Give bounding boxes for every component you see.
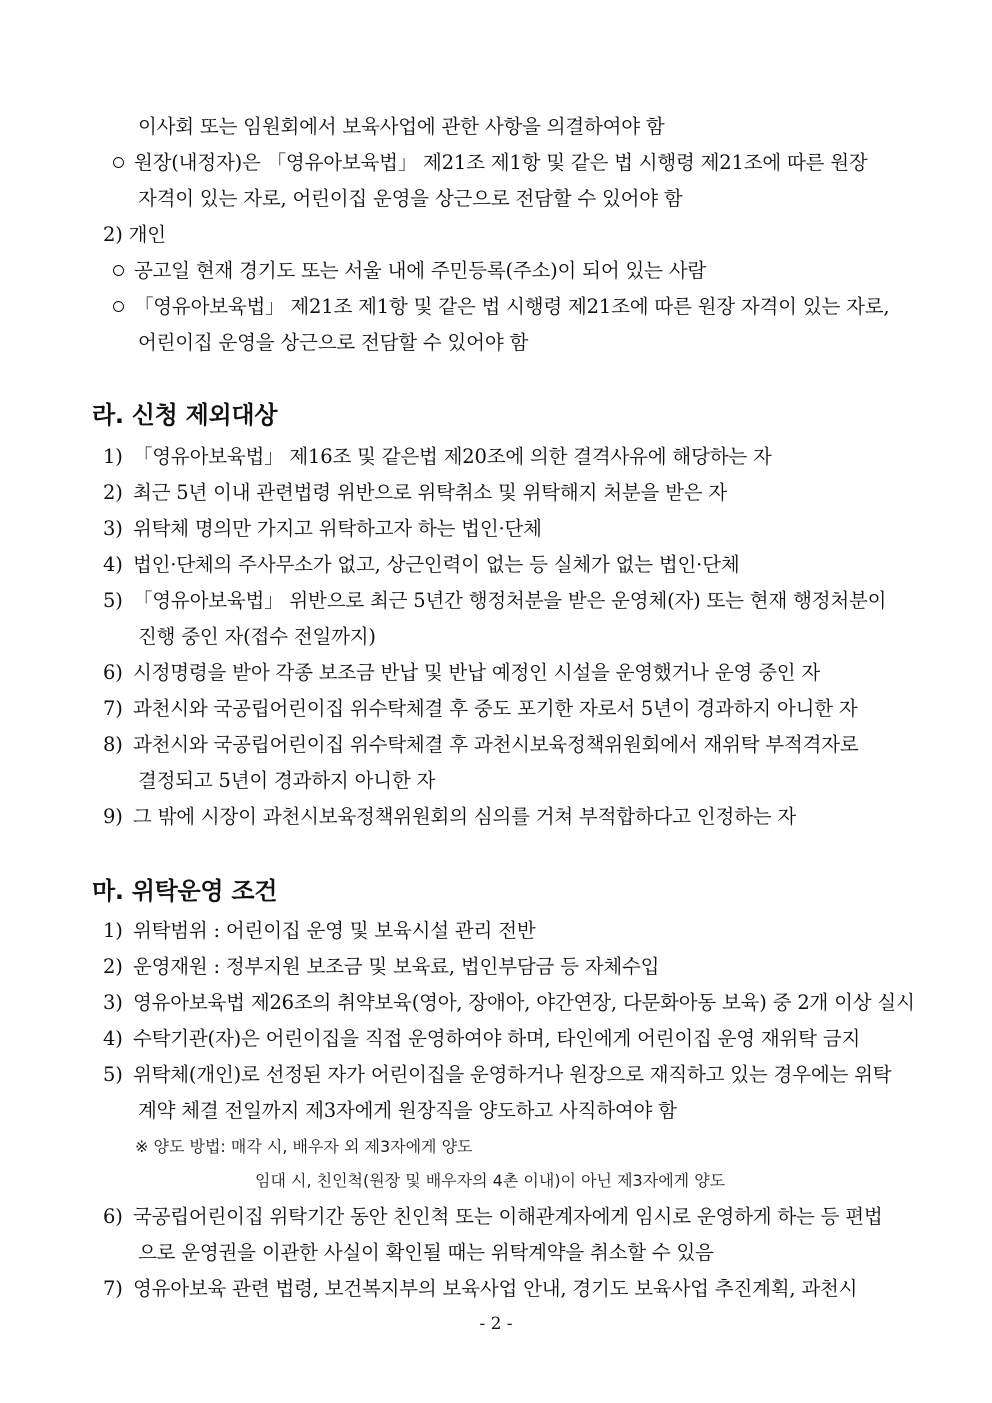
list-item bbox=[103, 732, 859, 758]
item-number: 2) bbox=[103, 481, 123, 504]
list-item bbox=[138, 768, 435, 794]
item-text: 운영재원 : 정부지원 보조금 및 보육료, 법인부담금 등 자체수입 bbox=[133, 955, 660, 978]
list-item bbox=[103, 804, 796, 830]
list-item bbox=[138, 1240, 714, 1266]
item-text: 위탁체(개인)로 선정된 자가 어린이집을 운영하거나 원장으로 재직하고 있는 경우에는 위탁 bbox=[133, 1063, 892, 1086]
list-item bbox=[103, 1276, 857, 1302]
item-text: 「영유아보육법」 위반으로 최근 5년간 행정처분을 받은 운영체(자) 또는 현재 행정처분이 bbox=[133, 589, 887, 612]
item-number: 5) bbox=[103, 589, 123, 612]
list-item bbox=[103, 918, 535, 944]
list-item bbox=[103, 696, 858, 722]
item-number: 3) bbox=[103, 991, 123, 1014]
director-qualification-line-2: 자격이 있는 자로, 어린이집 운영을 상근으로 전담할 수 있어야 함 bbox=[138, 187, 683, 210]
item-number: 7) bbox=[103, 1277, 123, 1300]
item-text: 으로 운영권을 이관한 사실이 확인될 때는 위탁계약을 취소할 수 있음 bbox=[138, 1241, 714, 1264]
item-number: 1) bbox=[103, 919, 123, 942]
individual-qualification-line-1 bbox=[113, 294, 889, 320]
list-item bbox=[103, 1204, 883, 1230]
list-item bbox=[103, 516, 542, 542]
list-item bbox=[103, 1026, 860, 1052]
item-text: 영유아보육 관련 법령, 보건복지부의 보육사업 안내, 경기도 보육사업 추진계획, 과천시 bbox=[133, 1277, 858, 1300]
transfer-method-note-line-1: ※ 양도 방법: 매각 시, 배우자 외 제3자에게 양도 bbox=[135, 1137, 473, 1156]
circle-bullet-icon bbox=[113, 157, 124, 168]
list-item bbox=[103, 990, 915, 1016]
list-item bbox=[103, 954, 659, 980]
page-number: - 2 - bbox=[479, 1314, 513, 1334]
item-number: 6) bbox=[103, 1205, 123, 1228]
item-text: 결정되고 5년이 경과하지 아니한 자 bbox=[138, 769, 436, 792]
item-text: 위탁체 명의만 가지고 위탁하고자 하는 법인·단체 bbox=[133, 517, 542, 540]
item-text: 법인·단체의 주사무소가 없고, 상근인력이 없는 등 실체가 없는 법인·단체 bbox=[133, 553, 740, 576]
list-item bbox=[103, 660, 820, 686]
item-number: 7) bbox=[103, 697, 123, 720]
section-heading-exclusions: 라. 신청 제외대상 bbox=[92, 401, 278, 429]
item-text: 수탁기관(자)은 어린이집을 직접 운영하여야 하며, 타인에게 어린이집 운영 재위탁 금지 bbox=[133, 1027, 861, 1050]
item-number: 6) bbox=[103, 661, 123, 684]
list-item bbox=[138, 1098, 677, 1124]
item-text: 그 밖에 시장이 과천시보육정책위원회의 심의를 거쳐 부적합하다고 인정하는 자 bbox=[133, 805, 797, 828]
item-text: 위탁범위 : 어린이집 운영 및 보육시설 관리 전반 bbox=[133, 919, 536, 942]
individual-subheading: 2) 개인 bbox=[103, 223, 166, 246]
item-text: 「영유아보육법」 제16조 및 같은법 제20조에 의한 결격사유에 해당하는 자 bbox=[133, 445, 772, 468]
circle-bullet-icon bbox=[113, 265, 124, 276]
bullet-text: 「영유아보육법」 제21조 제1항 및 같은 법 시행령 제21조에 따른 원장 자격이 있는 자로, bbox=[134, 295, 890, 318]
list-item bbox=[103, 552, 739, 578]
transfer-method-note-line-2: 임대 시, 친인척(원장 및 배우자의 4촌 이내)이 아닌 제3자에게 양도 bbox=[255, 1171, 726, 1190]
list-item bbox=[103, 480, 727, 506]
item-number: 4) bbox=[103, 553, 123, 576]
item-text: 영유아보육법 제26조의 취약보육(영아, 장애아, 야간연장, 다문화아동 보육) 중 2개 이상 실시 bbox=[133, 991, 915, 1014]
item-text: 과천시와 국공립어린이집 위수탁체결 후 과천시보육정책위원회에서 재위탁 부적격자로 bbox=[133, 733, 859, 756]
bullet-text: 원장(내정자)은 「영유아보육법」 제21조 제1항 및 같은 법 시행령 제21조에 따른 원장 bbox=[134, 151, 868, 174]
item-number: 5) bbox=[103, 1063, 123, 1086]
item-text: 시정명령을 받아 각종 보조금 반납 및 반납 예정인 시설을 운영했거나 운영 중인 자 bbox=[133, 661, 821, 684]
bullet-text: 공고일 현재 경기도 또는 서울 내에 주민등록(주소)이 되어 있는 사람 bbox=[134, 259, 707, 282]
item-text: 과천시와 국공립어린이집 위수탁체결 후 중도 포기한 자로서 5년이 경과하지 아니한 자 bbox=[133, 697, 858, 720]
residence-requirement-line bbox=[113, 258, 706, 284]
individual-qualification-line-2: 어린이집 운영을 상근으로 전담할 수 있어야 함 bbox=[138, 331, 529, 354]
director-qualification-line-1 bbox=[113, 150, 868, 176]
item-number: 4) bbox=[103, 1027, 123, 1050]
corporate-resolution-line: 이사회 또는 임원회에서 보육사업에 관한 사항을 의결하여야 함 bbox=[138, 115, 665, 138]
item-text: 최근 5년 이내 관련법령 위반으로 위탁취소 및 위탁해지 처분을 받은 자 bbox=[133, 481, 728, 504]
list-item bbox=[103, 1062, 891, 1088]
item-number: 1) bbox=[103, 445, 123, 468]
item-number: 2) bbox=[103, 955, 123, 978]
item-number: 3) bbox=[103, 517, 123, 540]
list-item bbox=[103, 444, 772, 470]
section-heading-operation-conditions: 마. 위탁운영 조건 bbox=[92, 877, 278, 905]
item-number: 8) bbox=[103, 733, 123, 756]
list-item bbox=[138, 624, 376, 650]
circle-bullet-icon bbox=[113, 301, 124, 312]
item-text: 진행 중인 자(접수 전일까지) bbox=[138, 625, 376, 648]
item-text: 국공립어린이집 위탁기간 동안 친인척 또는 이해관계자에게 임시로 운영하게 하는 등 편법 bbox=[133, 1205, 883, 1228]
list-item bbox=[103, 588, 886, 614]
item-text: 계약 체결 전일까지 제3자에게 원장직을 양도하고 사직하여야 함 bbox=[138, 1099, 677, 1122]
item-number: 9) bbox=[103, 805, 123, 828]
